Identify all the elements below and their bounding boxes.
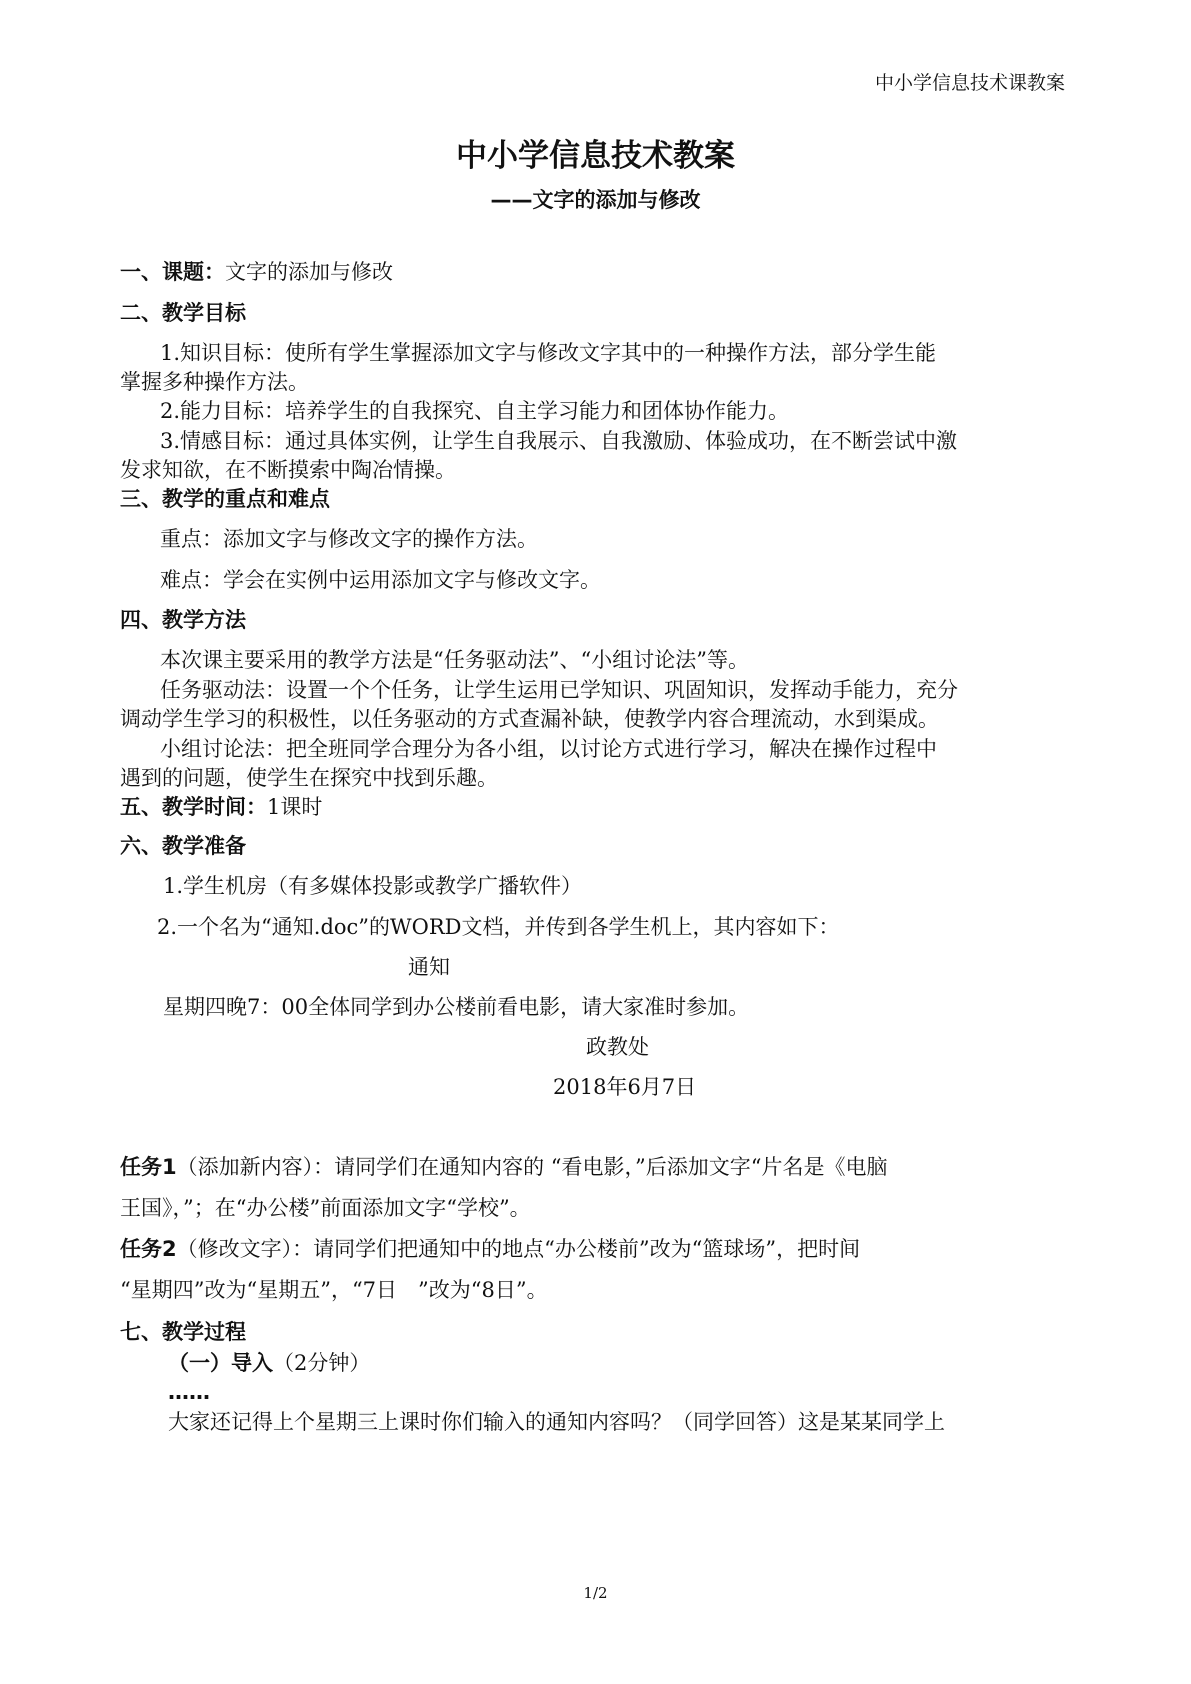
task-1-line2: 王国》，”；在“办公楼”前面添加文字“学校”。: [120, 1196, 531, 1220]
method-task-line1: 任务驱动法：设置一个个任务，让学生运用已学知识、巩固知识，发挥动手能力，充分: [160, 678, 958, 702]
section-1: [120, 258, 393, 286]
section-3-heading: 三、教学的重点和难点: [120, 487, 330, 511]
prep-item-2: 2.一个名为“通知.doc”的WORD文档，并传到各学生机上，其内容如下：: [157, 915, 840, 939]
prep-item-1: 1.学生机房（有多媒体投影或教学广播软件）: [163, 874, 583, 898]
running-header: 中小学信息技术课教案: [874, 72, 1065, 94]
method-task-line2: 调动学生学习的积极性，以任务驱动的方式查漏补缺，使教学内容合理流动，水到渠成。: [120, 707, 939, 731]
section-1-text: 文字的添加与修改: [225, 260, 393, 284]
task-2-label: 任务2: [120, 1237, 177, 1261]
section-5-text: 1课时: [267, 795, 323, 819]
section-7-heading: 七、教学过程: [120, 1320, 246, 1344]
goal-emotion-line1: 3.情感目标：通过具体实例，让学生自我展示、自我激励、体验成功，在不断尝试中激: [160, 429, 958, 453]
task-1-text1: （添加新内容）：请同学们在通知内容的 “看电影，”后添加文字“片名是《电脑: [176, 1155, 888, 1179]
section-6-heading: 六、教学准备: [120, 834, 246, 858]
notice-date: 2018年6月7日: [553, 1075, 697, 1099]
intro-subsection-heading: （一）导入: [168, 1351, 273, 1375]
method-group-line2: 遇到的问题，使学生在探究中找到乐趣。: [120, 766, 498, 790]
task-2-line2: “星期四”改为“星期五”，“7日 ”改为“8日”。: [120, 1278, 548, 1302]
notice-body: 星期四晚7：00全体同学到办公楼前看电影，请大家准时参加。: [163, 995, 750, 1019]
task-1-label: 任务1: [120, 1155, 177, 1179]
notice-title: 通知: [408, 955, 450, 979]
section-2-heading: 二、教学目标: [120, 301, 246, 325]
task-1-line1: [120, 1153, 888, 1181]
difficult-point: 难点：学会在实例中运用添加文字与修改文字。: [160, 568, 601, 592]
ellipsis: ……: [168, 1380, 210, 1404]
section-5-heading: 五、教学时间：: [120, 795, 267, 819]
goal-emotion-line2: 发求知欲，在不断摸索中陶冶情操。: [120, 458, 456, 482]
goal-knowledge-line1: 1.知识目标：使所有学生掌握添加文字与修改文字其中的一种操作方法，部分学生能: [160, 341, 937, 365]
document-subtitle: ——文字的添加与修改: [490, 188, 701, 212]
process-text-line1: 大家还记得上个星期三上课时你们输入的通知内容吗？（同学回答）这是某某同学上: [168, 1410, 945, 1434]
page-number: 1/2: [583, 1584, 608, 1602]
key-point: 重点：添加文字与修改文字的操作方法。: [160, 527, 538, 551]
section-4-heading: 四、教学方法: [120, 608, 246, 632]
goal-ability: 2.能力目标：培养学生的自我探究、自主学习能力和团体协作能力。: [160, 399, 790, 423]
section-1-heading: 一、课题：: [120, 260, 225, 284]
task-2-line1: [120, 1235, 860, 1263]
goal-knowledge-line2: 掌握多种操作方法。: [120, 370, 309, 394]
task-2-text1: （修改文字）：请同学们把通知中的地点“办公楼前”改为“篮球场”，把时间: [176, 1237, 861, 1261]
notice-sign: 政教处: [586, 1035, 649, 1059]
document-title: 中小学信息技术教案: [456, 138, 735, 174]
section-5: [120, 793, 322, 821]
method-intro: 本次课主要采用的教学方法是“任务驱动法”、“小组讨论法”等。: [160, 648, 749, 672]
method-group-line1: 小组讨论法：把全班同学合理分为各小组，以讨论方式进行学习，解决在操作过程中: [160, 737, 937, 761]
intro-subsection: [168, 1349, 370, 1377]
intro-subsection-duration: （2分钟）: [273, 1351, 371, 1375]
